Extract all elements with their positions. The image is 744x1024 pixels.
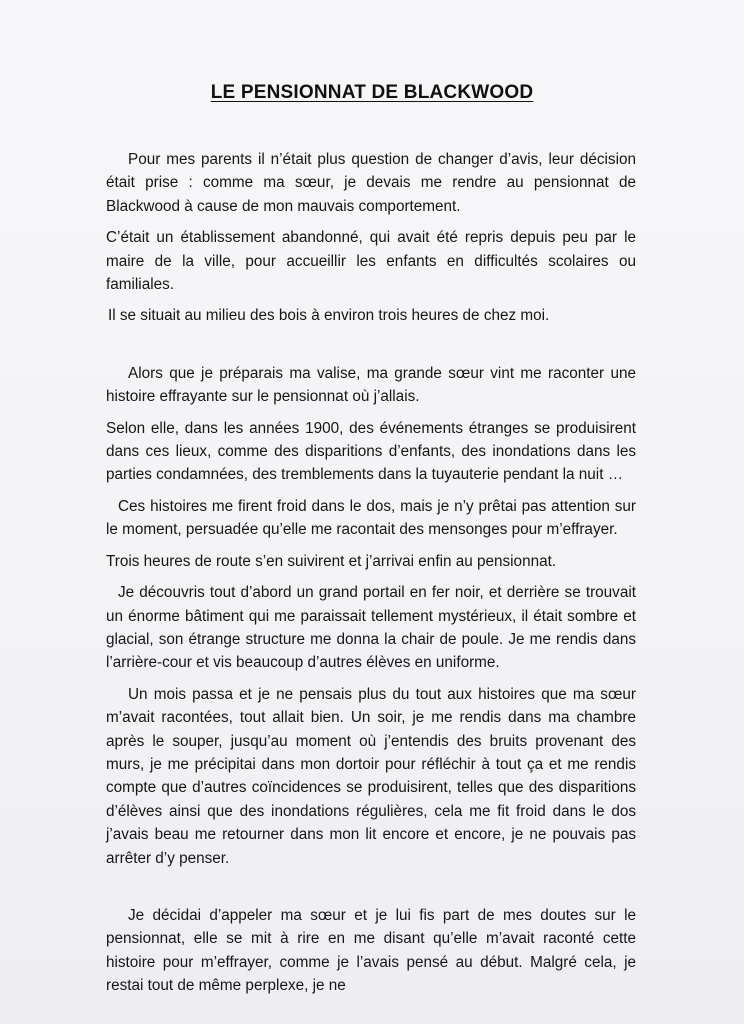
paragraph-7: Trois heures de route s’en suivirent et j’arrivai enfin au pensionnat. bbox=[106, 552, 557, 570]
paragraph-3: Il se situait au milieu des bois à environ trois heures de chez moi. bbox=[108, 307, 550, 325]
document-body bbox=[106, 148, 636, 1006]
paragraph-8: Je découvris tout d’abord un grand portail en fer noir, et derrière se trouvait un énorme bâtiment qui me paraissait tellement mystérieux, il était sombre et glacial, son étrange structure me donna la chair de poule. Je me rendis dans l’arrière-cour et vis beaucoup d’autres élèves en uniforme. bbox=[106, 584, 636, 672]
paragraph-2: C’était un établissement abandonné, qui avait été repris depuis peu par le maire de la ville, pour accueillir les enfants en difficultés scolaires ou familiales. bbox=[106, 229, 636, 294]
paragraph-10: Je décidai d’appeler ma sœur et je lui fis part de mes doutes sur le pensionnat, elle se mit à rire en me disant qu’elle m’avait raconté cette histoire pour m’effrayer, comme je l’avais pensé au début. Malgré cela, je restai tout de même perplexe, je ne bbox=[106, 906, 636, 995]
paragraph-4: Alors que je préparais ma valise, ma grande sœur vint me raconter une histoire effrayante sur le pensionnat où j’allais. bbox=[106, 364, 636, 406]
paragraph-6: Ces histoires me firent froid dans le dos, mais je n’y prêtai pas attention sur le moment, persuadée qu’elle me racontait des mensonges pour m’effrayer. bbox=[106, 497, 636, 539]
paragraph-9: Un mois passa et je ne pensais plus du tout aux histoires que ma sœur m’avait racontées, tout allait bien. Un soir, je me rendis dans ma chambre après le souper, jusqu’au moment où j’entendis des bruits provenant des murs, je me précipitai dans mon dortoir pour réfléchir à tout ça et me rendis compte que d’autres coïncidences se produisirent, telles que des disparitions d’élèves ainsi que des inondations régulières, cela me fit froid dans le dos j’avais beau me retourner dans mon lit encore et encore, je ne pouvais pas arrêter d’y penser. bbox=[106, 685, 636, 867]
paragraph-1: Pour mes parents il n’était plus question de changer d’avis, leur décision était prise : comme ma sœur, je devais me rendre au pensionnat de Blackwood à cause de mon mauvais comportement. bbox=[106, 151, 636, 215]
paragraph-5: Selon elle, dans les années 1900, des événements étranges se produisirent dans ces lieux, comme des disparitions d’enfants, des inondations dans les parties condamnées, des tremblements dans la tuyauterie pendant la nuit … bbox=[106, 419, 636, 484]
document-title: LE PENSIONNAT DE BLACKWOOD bbox=[210, 82, 534, 103]
